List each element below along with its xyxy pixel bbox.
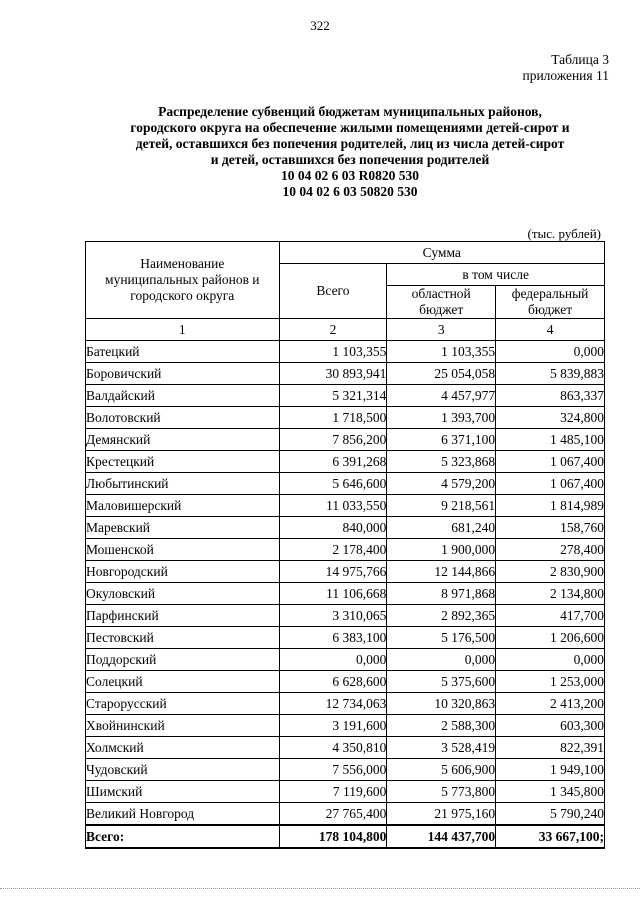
document-title xyxy=(60,104,640,200)
sum-federal: 2 134,800 xyxy=(496,583,605,605)
sum-total: 7 119,600 xyxy=(279,781,387,803)
sum-total: 6 391,268 xyxy=(279,451,387,473)
sum-regional: 1 393,700 xyxy=(387,407,496,429)
sum-regional: 4 457,977 xyxy=(387,385,496,407)
title-line: детей, оставшихся без попечения родителей, лиц из числа детей-сирот xyxy=(135,136,565,151)
sum-federal: 417,700 xyxy=(496,605,605,627)
district-name: Солецкий xyxy=(86,671,280,693)
title-line: городского округа на обеспечение жилыми помещениями детей-сирот и xyxy=(130,120,570,135)
sum-regional: 21 975,160 xyxy=(387,803,496,826)
district-name: Пестовский xyxy=(86,627,280,649)
title-line: и детей, оставшихся без попечения родителей xyxy=(210,152,490,167)
sum-total: 12 734,063 xyxy=(279,693,387,715)
table-row xyxy=(86,495,605,517)
district-name: Любытинский xyxy=(86,473,280,495)
sum-total: 11 033,550 xyxy=(279,495,387,517)
sum-total: 6 628,600 xyxy=(279,671,387,693)
sum-total: 11 106,668 xyxy=(279,583,387,605)
total-sum: 178 104,800 xyxy=(279,825,387,848)
sum-federal: 324,800 xyxy=(496,407,605,429)
table-row xyxy=(86,451,605,473)
sum-federal: 158,760 xyxy=(496,517,605,539)
sum-total: 6 383,100 xyxy=(279,627,387,649)
sum-total: 7 556,000 xyxy=(279,759,387,781)
header-name-column: Наименование муниципальных районов и городского округа xyxy=(86,242,280,319)
header-including: в том числе xyxy=(387,264,605,286)
units-label: (тыс. рублей) xyxy=(527,226,601,241)
table-ref-line: приложения 11 xyxy=(522,68,609,83)
table-row xyxy=(86,341,605,363)
district-name: Боровичский xyxy=(86,363,280,385)
header-regional-budget: областной бюджет xyxy=(387,286,496,319)
table-row xyxy=(86,627,605,649)
sum-regional: 2 588,300 xyxy=(387,715,496,737)
district-name: Хвойнинский xyxy=(86,715,280,737)
total-federal: 33 667,100; xyxy=(496,825,605,848)
sum-federal: 2 413,200 xyxy=(496,693,605,715)
district-name: Великий Новгород xyxy=(86,803,280,826)
subventions-table xyxy=(85,241,605,849)
district-name: Старорусский xyxy=(86,693,280,715)
sum-regional: 0,000 xyxy=(387,649,496,671)
sum-total: 7 856,200 xyxy=(279,429,387,451)
table-row xyxy=(86,407,605,429)
sum-federal: 1 814,989 xyxy=(496,495,605,517)
district-name: Парфинский xyxy=(86,605,280,627)
sum-federal: 822,391 xyxy=(496,737,605,759)
table-row xyxy=(86,803,605,826)
header-total: Всего xyxy=(279,264,387,319)
budget-code-line: 10 04 02 6 03 50820 530 xyxy=(282,184,418,199)
sum-total: 4 350,810 xyxy=(279,737,387,759)
table-reference xyxy=(522,52,609,84)
sum-federal: 0,000 xyxy=(496,341,605,363)
sum-federal: 5 790,240 xyxy=(496,803,605,826)
district-name: Новгородский xyxy=(86,561,280,583)
sum-total: 30 893,941 xyxy=(279,363,387,385)
sum-federal: 1 485,100 xyxy=(496,429,605,451)
table-row xyxy=(86,517,605,539)
table-row xyxy=(86,715,605,737)
sum-federal: 1 949,100 xyxy=(496,759,605,781)
district-name: Валдайский xyxy=(86,385,280,407)
table-row xyxy=(86,539,605,561)
sum-regional: 10 320,863 xyxy=(387,693,496,715)
table-row xyxy=(86,759,605,781)
sum-regional: 8 971,868 xyxy=(387,583,496,605)
sum-federal: 1 345,800 xyxy=(496,781,605,803)
sum-total: 0,000 xyxy=(279,649,387,671)
total-label: Всего: xyxy=(86,825,280,848)
district-name: Поддорский xyxy=(86,649,280,671)
district-name: Мошенской xyxy=(86,539,280,561)
table-row xyxy=(86,473,605,495)
table-row xyxy=(86,605,605,627)
sum-regional: 5 323,868 xyxy=(387,451,496,473)
sum-total: 3 191,600 xyxy=(279,715,387,737)
district-name: Маловишерский xyxy=(86,495,280,517)
column-number: 2 xyxy=(279,319,387,341)
title-line: Распределение субвенций бюджетам муниципальных районов, xyxy=(158,104,542,119)
district-name: Крестецкий xyxy=(86,451,280,473)
sum-federal: 5 839,883 xyxy=(496,363,605,385)
sum-regional: 5 375,600 xyxy=(387,671,496,693)
district-name: Батецкий xyxy=(86,341,280,363)
sum-federal: 863,337 xyxy=(496,385,605,407)
scan-edge xyxy=(0,888,640,889)
sum-regional: 6 371,100 xyxy=(387,429,496,451)
table-row xyxy=(86,429,605,451)
table-row xyxy=(86,693,605,715)
district-name: Холмский xyxy=(86,737,280,759)
table-row xyxy=(86,737,605,759)
sum-federal: 1 206,600 xyxy=(496,627,605,649)
table-ref-line: Таблица 3 xyxy=(551,52,609,67)
sum-total: 14 975,766 xyxy=(279,561,387,583)
sum-total: 27 765,400 xyxy=(279,803,387,826)
header-federal-budget: федеральный бюджет xyxy=(496,286,605,319)
sum-federal: 603,300 xyxy=(496,715,605,737)
table-row xyxy=(86,781,605,803)
district-name: Шимский xyxy=(86,781,280,803)
sum-total: 1 103,355 xyxy=(279,341,387,363)
sum-total: 840,000 xyxy=(279,517,387,539)
sum-regional: 5 773,800 xyxy=(387,781,496,803)
table-row xyxy=(86,583,605,605)
sum-regional: 5 606,900 xyxy=(387,759,496,781)
sum-regional: 681,240 xyxy=(387,517,496,539)
sum-regional: 2 892,365 xyxy=(387,605,496,627)
sum-total: 1 718,500 xyxy=(279,407,387,429)
sum-regional: 4 579,200 xyxy=(387,473,496,495)
header-sum: Сумма xyxy=(279,242,604,264)
table-row xyxy=(86,385,605,407)
column-number: 3 xyxy=(387,319,496,341)
table-row xyxy=(86,671,605,693)
sum-federal: 2 830,900 xyxy=(496,561,605,583)
sum-federal: 0,000 xyxy=(496,649,605,671)
district-name: Демянский xyxy=(86,429,280,451)
column-number: 1 xyxy=(86,319,280,341)
sum-regional: 5 176,500 xyxy=(387,627,496,649)
sum-federal: 278,400 xyxy=(496,539,605,561)
district-name: Чудовский xyxy=(86,759,280,781)
district-name: Волотовский xyxy=(86,407,280,429)
sum-federal: 1 253,000 xyxy=(496,671,605,693)
total-row xyxy=(86,825,605,848)
sum-regional: 1 900,000 xyxy=(387,539,496,561)
sum-regional: 1 103,355 xyxy=(387,341,496,363)
sum-regional: 9 218,561 xyxy=(387,495,496,517)
sum-total: 2 178,400 xyxy=(279,539,387,561)
sum-total: 3 310,065 xyxy=(279,605,387,627)
district-name: Маревский xyxy=(86,517,280,539)
sum-total: 5 321,314 xyxy=(279,385,387,407)
table-row xyxy=(86,363,605,385)
column-number: 4 xyxy=(496,319,605,341)
district-name: Окуловский xyxy=(86,583,280,605)
sum-regional: 25 054,058 xyxy=(387,363,496,385)
total-regional: 144 437,700 xyxy=(387,825,496,848)
table-row xyxy=(86,649,605,671)
sum-regional: 3 528,419 xyxy=(387,737,496,759)
sum-federal: 1 067,400 xyxy=(496,451,605,473)
sum-federal: 1 067,400 xyxy=(496,473,605,495)
sum-total: 5 646,600 xyxy=(279,473,387,495)
sum-regional: 12 144,866 xyxy=(387,561,496,583)
budget-code-line: 10 04 02 6 03 R0820 530 xyxy=(281,168,419,183)
table-row xyxy=(86,561,605,583)
page-number: 322 xyxy=(310,18,330,33)
